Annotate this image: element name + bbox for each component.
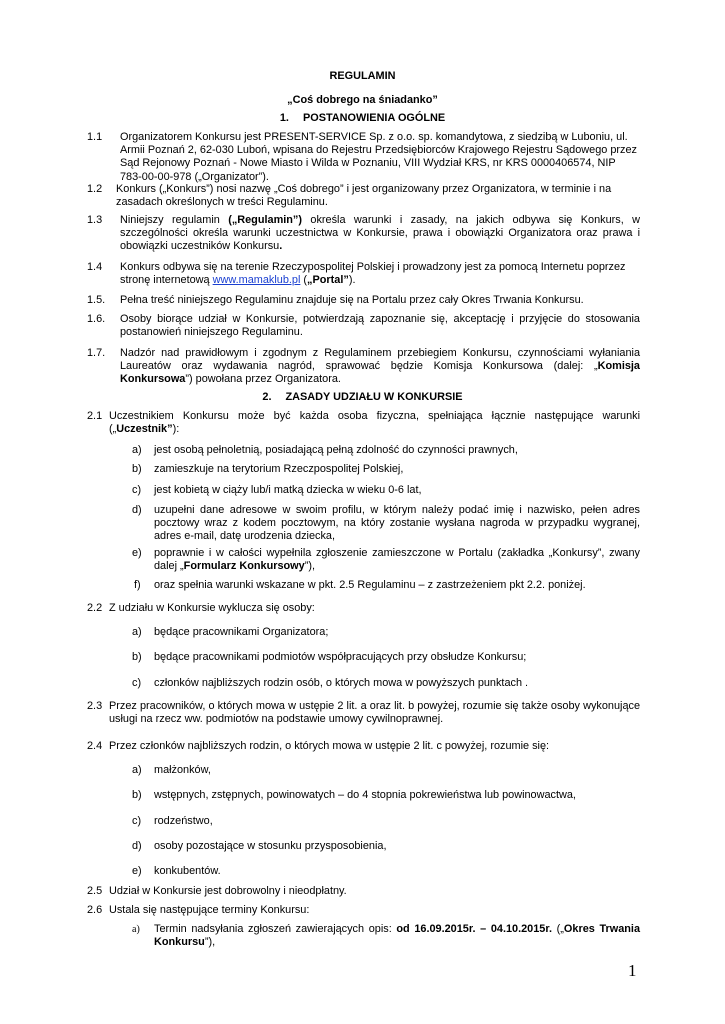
section-2-heading (0, 391, 725, 404)
paragraph-text: Niniejszy regulamin („Regulamin”) określa warunki i zasady, na jakich odbywa się Konkurs, w szczególności określa warunki uczestnictwa w Konkursie, prawa i obowiązki Organizatora oraz prawa i obowiązki uczestników Konkursu. (120, 214, 640, 253)
document-title: REGULAMIN (329, 70, 396, 82)
paragraph-2-6 (87, 904, 640, 918)
paragraph-text: Nadzór nad prawidłowym i zgodnym z Regulaminem przebiegiem Konkursu, czynnościami wyłaniania Laureatów oraz wydawania nagród, sprawować będzie Komisja Konkursowa (dalej: „Komisja Konkursowa”) powołana przez Organizatora. (120, 347, 640, 386)
section-1-number: 1. (279, 112, 289, 124)
paragraph-1-5 (87, 294, 640, 308)
section-1-title: POSTANOWIENIA OGÓLNE (302, 112, 446, 124)
paragraph-number: 1.7. (87, 347, 106, 359)
paragraph-number: 2.5 (87, 885, 103, 897)
portal-link[interactable]: www.mamaklub.pl (212, 274, 301, 287)
paragraph-2-2 (87, 602, 640, 616)
section-1-heading (0, 112, 725, 125)
page-number: 1 (628, 961, 637, 980)
paragraph-number: 1.3 (87, 214, 103, 226)
paragraph-number: 2.1 (87, 410, 103, 422)
paragraph-2-3 (87, 700, 640, 728)
paragraph-text: Osoby biorące udział w Konkursie, potwierdzają zapoznanie się, akceptację i przyjęcie do stosowania postanowień niniejszego Regulaminu. (120, 313, 640, 339)
paragraph-1-2 (87, 183, 640, 211)
paragraph-2-4 (87, 740, 640, 754)
paragraph-1-3 (87, 214, 640, 254)
paragraph-2-5 (87, 885, 640, 899)
paragraph-text: Uczestnikiem Konkursu może być każda osoba fizyczna, spełniająca łącznie następujące warunki („Uczestnik”): (109, 410, 640, 436)
paragraph-number: 2.2 (87, 602, 103, 614)
section-2-number: 2. (262, 391, 272, 403)
paragraph-text: Z udziału w Konkursie wyklucza się osoby: (109, 602, 315, 614)
paragraph-text: Przez członków najbliższych rodzin, o których mowa w ustępie 2 lit. c powyżej, rozumie się: (109, 740, 550, 752)
paragraph-2-1 (87, 410, 640, 438)
list-item: e) poprawnie i w całości wypełnila zgłoszenie zamieszczone w Portalu (zakładka „Konkursy”, zwany dalej „Formularz Konkursowy”), (132, 547, 640, 573)
paragraph-1-7 (87, 347, 640, 387)
paragraph-number: 2.6 (87, 904, 103, 916)
section-2-title: ZASADY UDZIAŁU W KONKURSIE (285, 391, 463, 403)
paragraph-number: 1.5. (87, 294, 106, 306)
paragraph-number: 2.3 (87, 700, 103, 712)
paragraph-number: 2.4 (87, 740, 103, 752)
paragraph-text: Konkurs odbywa się na terenie Rzeczypospolitej Polskiej i prowadzony jest za pomocą Internetu poprzez stronę internetową www.mamaklub.pl („Portal”). (120, 261, 626, 287)
paragraph-text: Pełna treść niniejszego Regulaminu znajduje się na Portalu przez cały Okres Trwania Konkursu. (120, 294, 584, 306)
paragraph-1-1 (87, 131, 640, 185)
document-page: REGULAMIN „Coś dobrego na śniadanko” 1. POSTANOWIENIA OGÓLNE 1.1 Organizatorem Konkursu jest PRESENT-SERVICE Sp. z o.o. sp. komandytowa, z siedzibą w Luboniu, ul. Armii Poznań 2, 62-030 Luboń, wpisana do Rejestru Przedsiębiorców Krajowego Rejestru Sądowego przez Sąd Rejonowy Poznań - Nowe Miasto i Wilda w Poznaniu, VIII Wydział KRS, nr KRS 0000406574, NIP 783-00-00-978 („Organizator”). 1.2 Konkurs („Konkurs”) nosi nazwę „Coś dobrego” i jest organizowany przez Organizatora, w terminie i na zasadach określonych w treści Regulaminu. 1.3 Niniejszy regulamin („Regulamin”) określa warunki i zasady, na jakich odbywa się Konkurs, w szczególności określa warunki uczestnictwa w Konkursie, prawa i obowiązki Organizatora oraz prawa i obowiązki uczestników Konkursu. 1.4 Konkurs odbywa się na terenie Rzeczypospolitej Polskiej i prowadzony jest za pomocą Internetu poprzez stronę internetową www.mamaklub.pl („Portal”). 1.5. Pełna treść niniejszego Regulaminu znajduje się na Portalu przez cały Okres Trwania Konkursu. 1.6. Osoby biorące udział w Konkursie, potwierdzają zapoznanie się, akceptację i przyjęcie do stosowania postanowień niniejszego Regulaminu. 1.7. Nadzór nad prawidłowym i zgodnym z Regulaminem przebiegiem Konkursu, czynnościami wyłaniania Laureatów oraz wydawania nagród, sprawować będzie Komisja Konkursowa (dalej: „Komisja Konkursowa”) powołana przez Organizatora. 2. ZASADY UDZIAŁU W KONKURSIE 2.1 Uczestnikiem Konkursu może być każda osoba fizyczna, spełniająca łącznie następujące warunki („Uczestnik”): a) jest osobą pełnoletnią, posiadającą pełną zdolność do czynności prawnych, b) zamieszkuje na terytorium Rzeczpospolitej Polskiej, c) jest kobietą w ciąży lub/i matką dziecka w wieku 0-6 lat, d) uzupełni dane adresowe w swoim profilu, w którym należy podać imię i nazwisko, pełen adres pocztowy wraz z kodem pocztowym, na który zostanie wysłana nagroda w przypadku wygranej, adres e-mail, datę urodzenia dziecka, e) poprawnie i w całości wypełnila zgłoszenie zamieszczone w Portalu (zakładka „Konkursy”, zwany dalej „Formularz Konkursowy”), f) oraz spełnia warunki wskazane w pkt. 2.5 Regulaminu – z zastrzeżeniem pkt 2.2. poniżej. 2.2 Z udziału w Konkursie wyklucza się osoby: a) będące pracownikami Organizatora; b) będące pracownikami podmiotów współpracujących przy obsłudze Konkursu; c) członków najbliższych rodzin osób, o których mowa w powyższych punktach . 2.3 Przez pracowników, o których mowa w ustępie 2 lit. a oraz lit. b powyżej, rozumie się także osoby wykonujące usługi na rzecz ww. podmiotów na podstawie umowy cywilnoprawnej. 2.4 Przez członków najbliższych rodzin, o których mowa w ustępie 2 lit. c powyżej, rozumie się: a) małżonków, b) wstępnych, zstępnych, powinowatych – do 4 stopnia pokrewieństwa lub powinowactwa, c) rodzeństwo, d) osoby pozostające w stosunku przysposobienia, e) konkubentów. 2.5 Udział w Konkursie jest dobrowolny i nieodpłatny. 2.6 Ustala się następujące terminy Konkursu: a) Termin nadsyłania zgłoszeń zawierających opis: od 16.09.2015r. – 04.10.2015r. („Okres Trwania Konkursu”), 1 (0, 0, 725, 1024)
paragraph-text: Konkurs („Konkurs”) nosi nazwę „Coś dobrego” i jest organizowany przez Organizatora, w terminie i na zasadach określonych w treści Regulaminu. (116, 183, 612, 209)
document-subtitle: „Coś dobrego na śniadanko” (287, 94, 438, 106)
paragraph-number: 1.1 (87, 131, 103, 143)
list-item: a) Termin nadsyłania zgłoszeń zawierających opis: od 16.09.2015r. – 04.10.2015r. („Okres Trwania Konkursu”), (132, 923, 641, 949)
paragraph-number: 1.2 (87, 183, 103, 195)
paragraph-text: Przez pracowników, o których mowa w ustępie 2 lit. a oraz lit. b powyżej, rozumie się także osoby wykonujące usługi na rzecz ww. podmiotów na podstawie umowy cywilnoprawnej. (109, 700, 640, 726)
paragraph-text: Organizatorem Konkursu jest PRESENT-SERVICE Sp. z o.o. sp. komandytowa, z siedzibą w Luboniu, ul. Armii Poznań 2, 62-030 Luboń, wpisana do Rejestru Przedsiębiorców Krajowego Rejestru Sądowego przez Sąd Rejonowy Poznań - Nowe Miasto i Wilda w Poznaniu, VIII Wydział KRS, nr KRS 0000406574, NIP 783-00-00-978 („Organizator”). (120, 131, 637, 183)
paragraph-number: 1.6. (87, 313, 106, 325)
paragraph-number: 1.4 (87, 261, 103, 273)
paragraph-1-6 (87, 313, 640, 341)
list-item: d) uzupełni dane adresowe w swoim profilu, w którym należy podać imię i nazwisko, pełen adres pocztowy wraz z kodem pocztowym, na który zostanie wysłana nagroda w przypadku wygranej, adres e-mail, datę urodzenia dziecka, (132, 504, 640, 543)
paragraph-1-4 (87, 261, 640, 289)
paragraph-text: Udział w Konkursie jest dobrowolny i nieodpłatny. (109, 885, 347, 897)
paragraph-text: Ustala się następujące terminy Konkursu: (109, 904, 310, 916)
